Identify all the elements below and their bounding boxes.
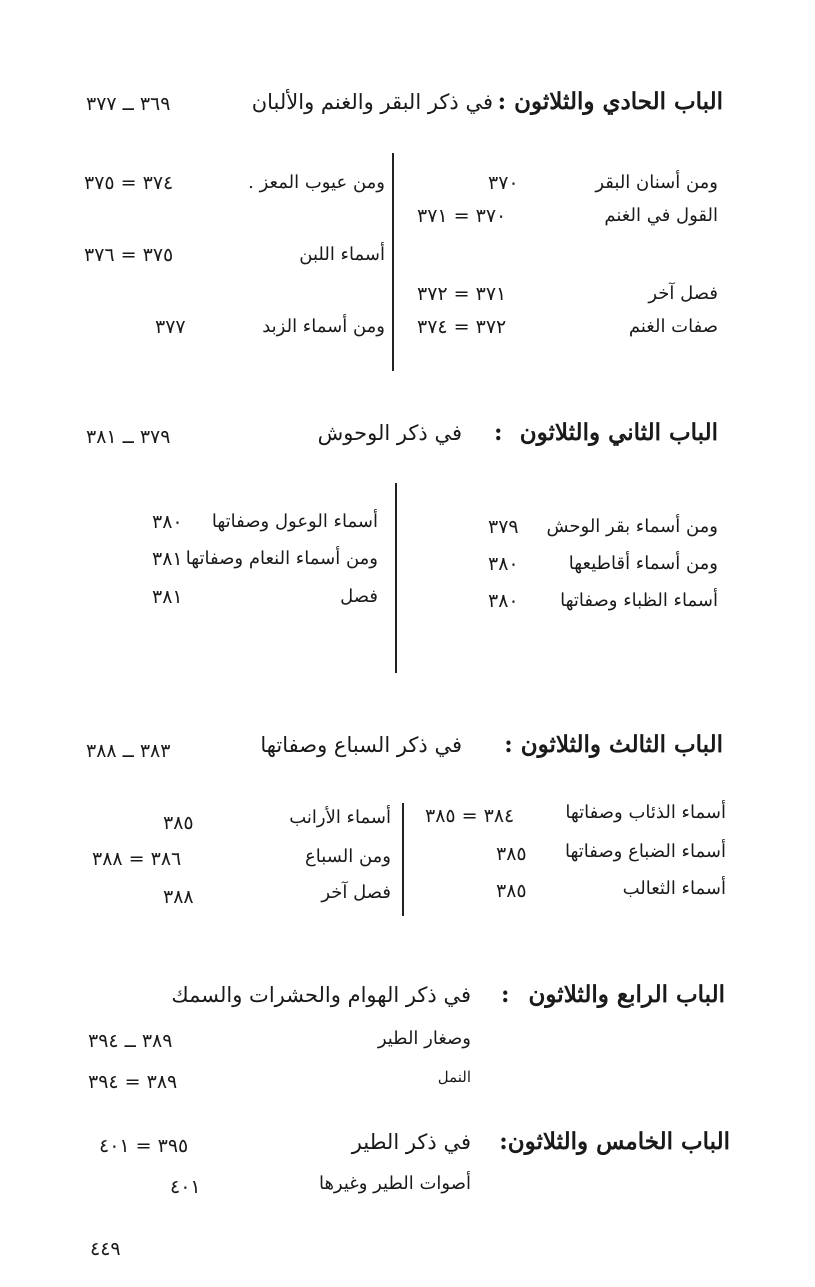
column-divider [392, 153, 394, 371]
list-item-pages: ٤٠١ [170, 1176, 201, 1198]
chapter-32-pages: ٣٧٩ ــ ٣٨١ [86, 426, 171, 448]
list-item-pages: ٣٨٤ = ٣٨٥ [425, 805, 515, 827]
list-item-pages: ٣٨٠ [152, 511, 183, 533]
list-item: أسماء الضباع وصفاتها [565, 841, 726, 862]
list-item: القول في الغنم [604, 205, 718, 226]
list-item: وصغار الطير [377, 1028, 471, 1049]
list-item: أسماء اللبن [299, 244, 385, 265]
list-item: ومن أسماء النعام وصفاتها [185, 548, 378, 569]
chapter-34-subject: في ذكر الهوام والحشرات والسمك [171, 983, 471, 1007]
chapter-35-subject: في ذكر الطير [351, 1130, 471, 1154]
list-item: فصل آخر [321, 882, 391, 903]
list-item-pages: ٣٧٢ = ٣٧٤ [417, 316, 507, 338]
page-number: ٤٤٩ [90, 1238, 121, 1260]
list-item: أصوات الطير وغيرها [318, 1173, 471, 1194]
list-item: ومن أسنان البقر [595, 172, 718, 193]
list-item: أسماء الأرانب [289, 807, 391, 828]
list-item-pages: ٣٨١ [152, 586, 183, 608]
list-item-pages: ٣٨٥ [163, 812, 194, 834]
list-item: ومن السباع [305, 846, 391, 867]
list-item: النمل [437, 1068, 471, 1086]
list-item-pages: ٣٧٠ = ٣٧١ [417, 205, 507, 227]
column-divider [402, 803, 404, 916]
list-item-pages: ٣٧٥ = ٣٧٦ [84, 244, 174, 266]
list-item: ومن أسماء أقاطيعها [568, 553, 718, 574]
list-item-pages: ٣٧١ = ٣٧٢ [417, 283, 507, 305]
list-item-pages: ٣٨٩ = ٣٩٤ [88, 1071, 178, 1093]
list-item: فصل آخر [648, 283, 718, 304]
list-item-pages: ٣٨٩ ــ ٣٩٤ [88, 1030, 173, 1052]
chapter-33-pages: ٣٨٣ ــ ٣٨٨ [86, 740, 171, 762]
list-item-pages: ٣٧٤ = ٣٧٥ [84, 172, 174, 194]
chapter-31-subject: في ذكر البقر والغنم والألبان [251, 90, 493, 114]
column-divider [395, 483, 397, 673]
list-item-pages: ٣٧٠ [488, 172, 519, 194]
list-item: أسماء الظباء وصفاتها [560, 590, 718, 611]
list-item-pages: ٣٧٩ [488, 516, 519, 538]
chapter-35-pages: ٣٩٥ = ٤٠١ [99, 1135, 189, 1157]
list-item: أسماء الذئاب وصفاتها [565, 802, 726, 823]
chapter-34-colon: : [501, 981, 510, 1008]
list-item: أسماء الوعول وصفاتها [211, 511, 378, 532]
list-item-pages: ٣٨٠ [488, 590, 519, 612]
list-item-pages: ٣٨١ [152, 548, 183, 570]
list-item-pages: ٣٨٠ [488, 553, 519, 575]
list-item-pages: ٣٨٨ [163, 886, 194, 908]
list-item: ومن عيوب المعز . [248, 172, 385, 193]
list-item: أسماء الثعالب [622, 878, 726, 899]
list-item: صفات الغنم [628, 316, 718, 337]
list-item-pages: ٣٨٥ [496, 843, 527, 865]
list-item-pages: ٣٨٥ [496, 880, 527, 902]
list-item-pages: ٣٨٦ = ٣٨٨ [92, 848, 182, 870]
list-item: ومن أسماء بقر الوحش [546, 516, 718, 537]
chapter-32-subject: في ذكر الوحوش [317, 421, 462, 445]
chapter-31-pages: ٣٦٩ ــ ٣٧٧ [86, 93, 171, 115]
chapter-33-title: الباب الثالث والثلاثون : [504, 731, 723, 758]
chapter-31-title: الباب الحادي والثلاثون : [497, 88, 723, 115]
chapter-33-subject: في ذكر السباع وصفاتها [260, 733, 462, 757]
list-item-pages: ٣٧٧ [155, 316, 186, 338]
list-item: ومن أسماء الزبد [262, 316, 385, 337]
chapter-35-title: الباب الخامس والثلاثون: [499, 1128, 730, 1155]
chapter-32-colon: : [494, 419, 503, 446]
chapter-34-title: الباب الرابع والثلاثون [528, 981, 725, 1008]
list-item: فصل [340, 586, 378, 607]
chapter-32-title: الباب الثاني والثلاثون [519, 419, 718, 446]
